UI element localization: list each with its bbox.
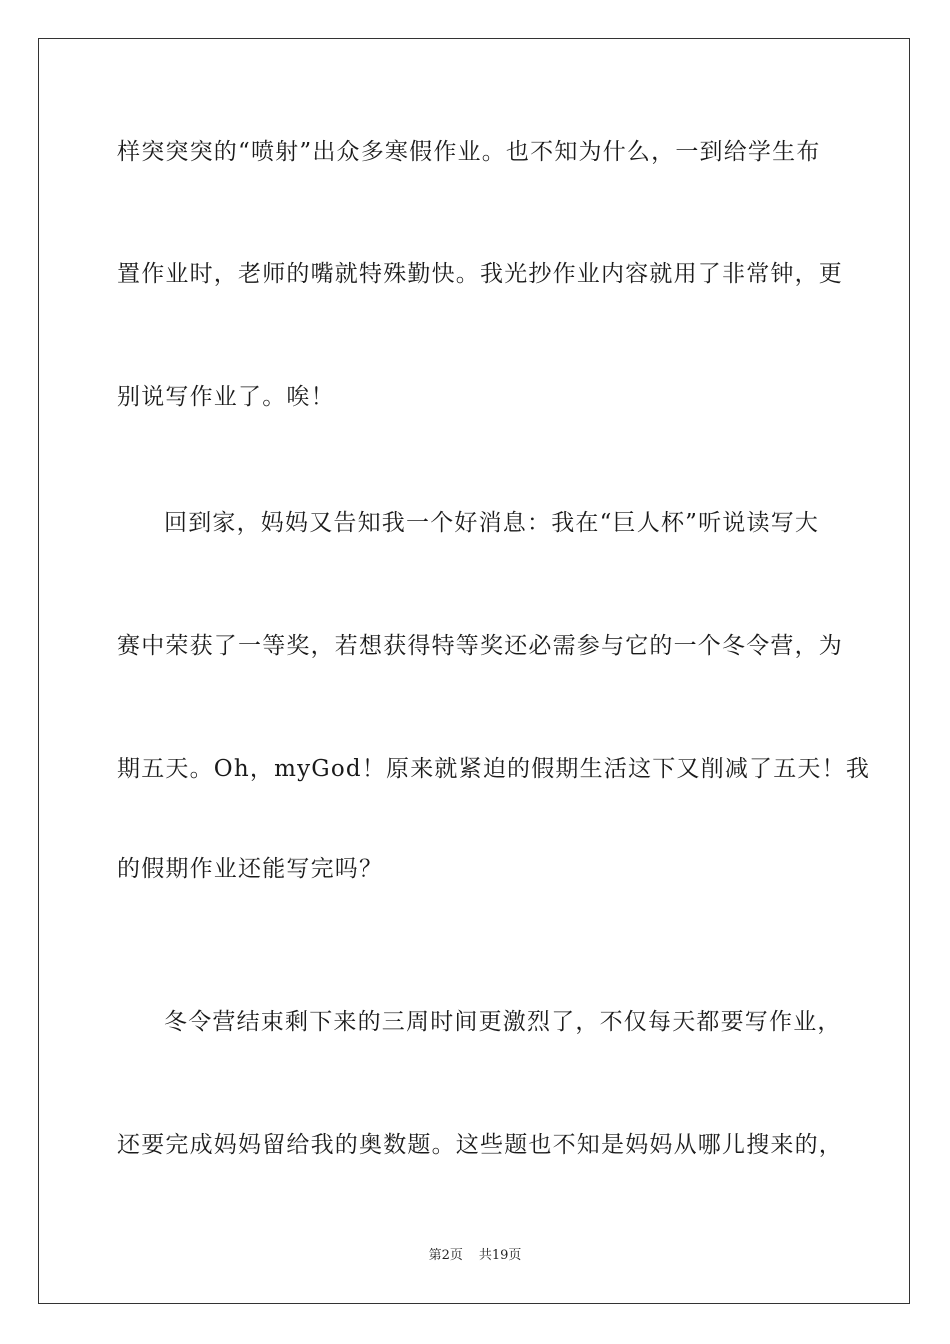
- text-line-8: 冬令营结束剩下来的三周时间更激烈了，不仅每天都要写作业，: [164, 1009, 842, 1035]
- page-frame: [38, 38, 910, 1304]
- page-footer: [0, 1247, 950, 1265]
- text-line-9: 还要完成妈妈留给我的奥数题。这些题也不知是妈妈从哪儿搜来的，: [117, 1132, 843, 1158]
- text-line-2: 置作业时，老师的嘴就特殊勤快。我光抄作业内容就用了非常钟，更: [117, 261, 843, 287]
- page-total: 共19页: [478, 1248, 522, 1263]
- page-number: 第2页: [428, 1248, 463, 1263]
- text-line-5: 赛中荣获了一等奖，若想获得特等奖还必需参与它的一个冬令营，为: [117, 633, 843, 659]
- text-line-7: 的假期作业还能写完吗？: [117, 856, 384, 882]
- text-line-1: 样突突突的“喷射”出众多寒假作业。也不知为什么，一到给学生布: [117, 139, 821, 165]
- text-line-6: 期五天。Oh，myGod！原来就紧迫的假期生活这下又削减了五天！我: [117, 756, 871, 782]
- text-line-4: 回到家，妈妈又告知我一个好消息：我在“巨人杯”听说读写大: [164, 510, 820, 536]
- text-line-3: 别说写作业了。唉！: [117, 384, 335, 410]
